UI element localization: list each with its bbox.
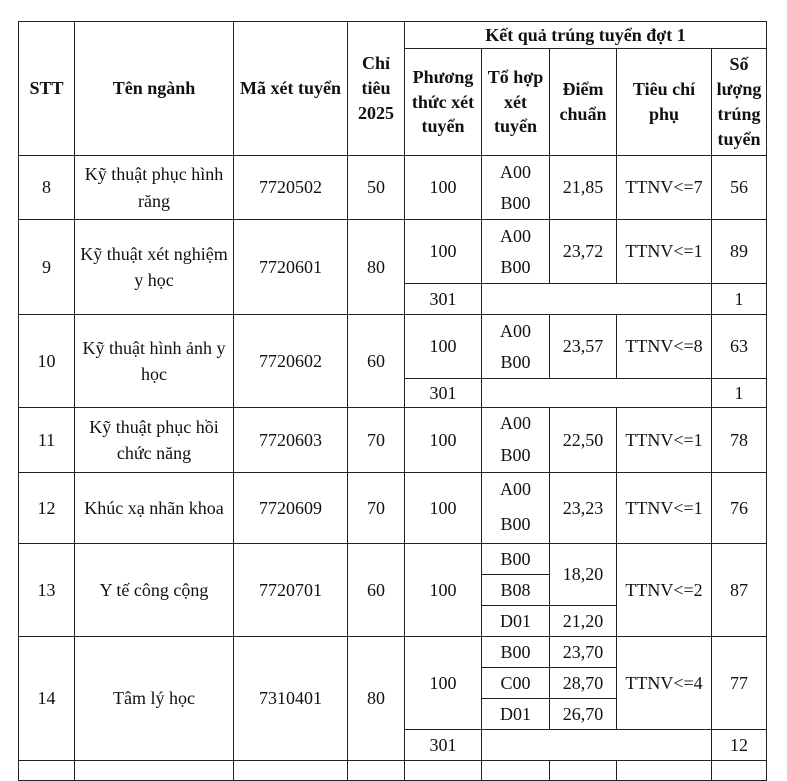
cell-to-hop: B00 xyxy=(482,347,550,379)
cell-so-luong: 56 xyxy=(712,156,767,220)
cell-to-hop: B00 xyxy=(482,544,550,575)
cell-so-luong: 12 xyxy=(712,730,767,761)
cell-ten-nganh: Kỹ thuật phục hình răng xyxy=(75,156,234,220)
header-phuong-thuc: Phương thức xét tuyển xyxy=(405,49,482,156)
cell-ma-xet-tuyen: 7310401 xyxy=(234,637,348,761)
cell-to-hop: D01 xyxy=(482,699,550,730)
cell-chi-tieu: 60 xyxy=(348,315,405,408)
cell-tieu-chi-phu: TTNV<=4 xyxy=(617,637,712,730)
header-tieu-chi-phu: Tiêu chí phụ xyxy=(617,49,712,156)
cell-diem-chuan: 23,57 xyxy=(550,315,617,379)
cell-to-hop: D01 xyxy=(482,606,550,637)
cell-ma-xet-tuyen: 7720603 xyxy=(234,408,348,473)
cell-to-hop: B00 xyxy=(482,188,550,220)
cell-diem-chuan: 23,23 xyxy=(550,473,617,544)
header-chi-tieu: Chỉ tiêu 2025 xyxy=(348,22,405,156)
cell-to-hop: A00 xyxy=(482,315,550,347)
cell-so-luong: 89 xyxy=(712,220,767,284)
cell-to-hop: B00 xyxy=(482,252,550,284)
cell-diem-chuan: 23,70 xyxy=(550,637,617,668)
header-so-luong: Số lượng trúng tuyển xyxy=(712,49,767,156)
header-diem-chuan: Điểm chuẩn xyxy=(550,49,617,156)
cell-stt: 9 xyxy=(19,220,75,315)
cell-stt: 10 xyxy=(19,315,75,408)
cell-ma-xet-tuyen: 7720601 xyxy=(234,220,348,315)
cell-so-luong: 76 xyxy=(712,473,767,544)
cell-stt: 8 xyxy=(19,156,75,220)
cell-diem-chuan: 21,20 xyxy=(550,606,617,637)
header-ten-nganh: Tên ngành xyxy=(75,22,234,156)
header-row-1 xyxy=(19,22,767,49)
cell-chi-tieu: 80 xyxy=(348,637,405,761)
cell-chi-tieu: 70 xyxy=(348,473,405,544)
cell-diem-chuan: 28,70 xyxy=(550,668,617,699)
table-row xyxy=(19,315,767,347)
table-row xyxy=(19,408,767,439)
cell-to-hop: B00 xyxy=(482,439,550,473)
cell-ma-xet-tuyen: 7720701 xyxy=(234,544,348,637)
cell-tieu-chi-phu: TTNV<=8 xyxy=(617,315,712,379)
cell-phuong-thuc: 301 xyxy=(405,379,482,408)
cell-tieu-chi-phu: TTNV<=1 xyxy=(617,473,712,544)
cell-ma-xet-tuyen: 7720602 xyxy=(234,315,348,408)
table-row xyxy=(19,156,767,188)
cell-to-hop: A00 xyxy=(482,473,550,506)
cell-to-hop: C00 xyxy=(482,668,550,699)
cell-so-luong: 63 xyxy=(712,315,767,379)
cell-phuong-thuc: 100 xyxy=(405,220,482,284)
header-ket-qua-group: Kết quả trúng tuyển đợt 1 xyxy=(405,22,767,49)
cell-tieu-chi-phu: TTNV<=1 xyxy=(617,220,712,284)
cell-to-hop: A00 xyxy=(482,156,550,188)
cell-ma-xet-tuyen: 7720502 xyxy=(234,156,348,220)
cell-phuong-thuc: 100 xyxy=(405,637,482,730)
cell-tieu-chi-phu: TTNV<=2 xyxy=(617,544,712,637)
cell-empty xyxy=(482,284,712,315)
cell-phuong-thuc: 301 xyxy=(405,730,482,761)
cell-diem-chuan: 21,85 xyxy=(550,156,617,220)
cell-diem-chuan: 26,70 xyxy=(550,699,617,730)
cell-ma-xet-tuyen: 7720609 xyxy=(234,473,348,544)
cell-empty xyxy=(482,730,712,761)
cell-stt: 11 xyxy=(19,408,75,473)
cell-ten-nganh: Tâm lý học xyxy=(75,637,234,761)
table-row xyxy=(19,473,767,506)
cell-ten-nganh: Khúc xạ nhãn khoa xyxy=(75,473,234,544)
table-row xyxy=(19,220,767,252)
cell-ten-nganh: Kỹ thuật xét nghiệm y học xyxy=(75,220,234,315)
header-ma-xet-tuyen: Mã xét tuyển xyxy=(234,22,348,156)
cell-empty xyxy=(482,379,712,408)
header-stt: STT xyxy=(19,22,75,156)
cell-tieu-chi-phu: TTNV<=1 xyxy=(617,408,712,473)
cell-phuong-thuc: 100 xyxy=(405,544,482,637)
cell-chi-tieu: 70 xyxy=(348,408,405,473)
cell-phuong-thuc: 100 xyxy=(405,473,482,544)
cell-ten-nganh: Kỹ thuật hình ảnh y học xyxy=(75,315,234,408)
cell-so-luong: 77 xyxy=(712,637,767,730)
cell-so-luong: 78 xyxy=(712,408,767,473)
admission-results-table xyxy=(18,21,767,781)
cell-chi-tieu: 60 xyxy=(348,544,405,637)
cell-to-hop: A00 xyxy=(482,408,550,439)
cell-chi-tieu: 80 xyxy=(348,220,405,315)
cell-phuong-thuc: 100 xyxy=(405,156,482,220)
cell-phuong-thuc: 100 xyxy=(405,408,482,473)
cell-so-luong: 87 xyxy=(712,544,767,637)
cell-to-hop: B08 xyxy=(482,575,550,606)
cell-to-hop: B00 xyxy=(482,506,550,544)
cell-ten-nganh: Kỹ thuật phục hồi chức năng xyxy=(75,408,234,473)
cell-to-hop: A00 xyxy=(482,220,550,252)
cell-tieu-chi-phu: TTNV<=7 xyxy=(617,156,712,220)
table-row-partial xyxy=(19,761,767,781)
cell-diem-chuan: 18,20 xyxy=(550,544,617,606)
admission-results-table-container xyxy=(18,21,767,781)
cell-stt: 13 xyxy=(19,544,75,637)
cell-so-luong: 1 xyxy=(712,379,767,408)
cell-so-luong: 1 xyxy=(712,284,767,315)
cell-ten-nganh: Y tế công cộng xyxy=(75,544,234,637)
cell-chi-tieu: 50 xyxy=(348,156,405,220)
cell-diem-chuan: 23,72 xyxy=(550,220,617,284)
table-row xyxy=(19,544,767,575)
cell-stt: 14 xyxy=(19,637,75,761)
cell-stt: 12 xyxy=(19,473,75,544)
cell-phuong-thuc: 100 xyxy=(405,315,482,379)
table-row xyxy=(19,637,767,668)
cell-to-hop: B00 xyxy=(482,637,550,668)
header-to-hop: Tổ hợp xét tuyển xyxy=(482,49,550,156)
cell-phuong-thuc: 301 xyxy=(405,284,482,315)
cell-diem-chuan: 22,50 xyxy=(550,408,617,473)
